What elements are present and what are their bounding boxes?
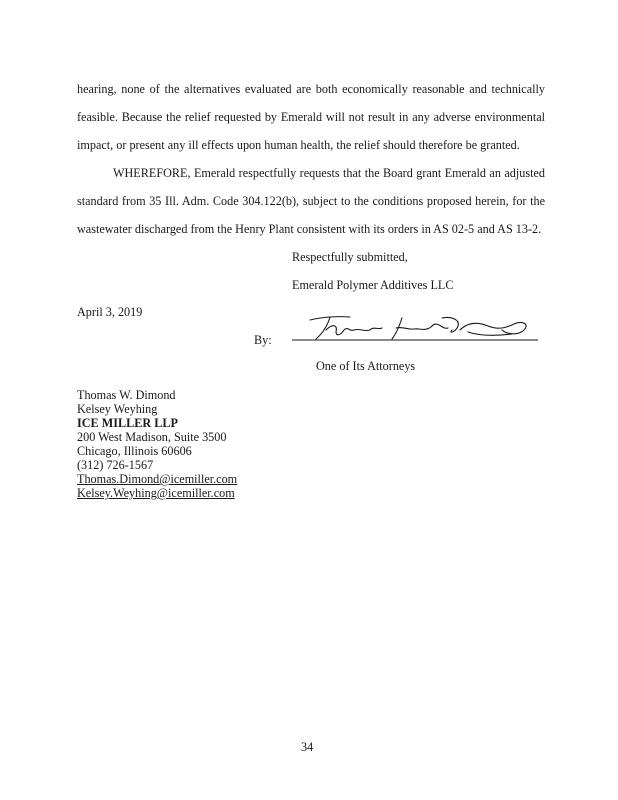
address-line-2: Chicago, Illinois 60606 [77,444,192,458]
paragraph-2-line-1: WHEREFORE, Emerald respectfully requests that the Board grant Emerald an adjusted [113,166,545,180]
respectfully-submitted: Respectfully submitted, [292,250,408,264]
paragraph-2-line-3: wastewater discharged from the Henry Plant consistent with its orders in AS 02-5 and AS 13-2. [77,222,542,236]
signature-date: April 3, 2019 [77,305,143,319]
attorney-name-1: Thomas W. Dimond [77,388,176,402]
paragraph-1-line-2: feasible. Because the relief requested by Emerald will not result in any adverse environmental [77,110,545,124]
page-number: 34 [301,740,314,754]
signature-caption: One of Its Attorneys [316,359,416,373]
paragraph-1-line-1: hearing, none of the alternatives evaluated are both economically reasonable and technically [77,82,545,96]
paragraph-1-line-3: impact, or present any ill effects upon human health, the relief should therefore be granted. [77,138,520,152]
email-link-2[interactable]: Kelsey.Weyhing@icemiller.com [77,486,235,500]
paragraph-2-line-2: standard from 35 Ill. Adm. Code 304.122(b), subject to the conditions proposed herein, for the [77,194,545,208]
by-label: By: [254,333,272,347]
firm-name: ICE MILLER LLP [77,416,178,430]
address-line-1: 200 West Madison, Suite 3500 [77,430,227,444]
attorney-signature [292,308,542,346]
attorney-name-2: Kelsey Weyhing [77,402,158,416]
company-name: Emerald Polymer Additives LLC [292,278,454,292]
phone-number: (312) 726-1567 [77,458,154,472]
email-link-1[interactable]: Thomas.Dimond@icemiller.com [77,472,238,486]
